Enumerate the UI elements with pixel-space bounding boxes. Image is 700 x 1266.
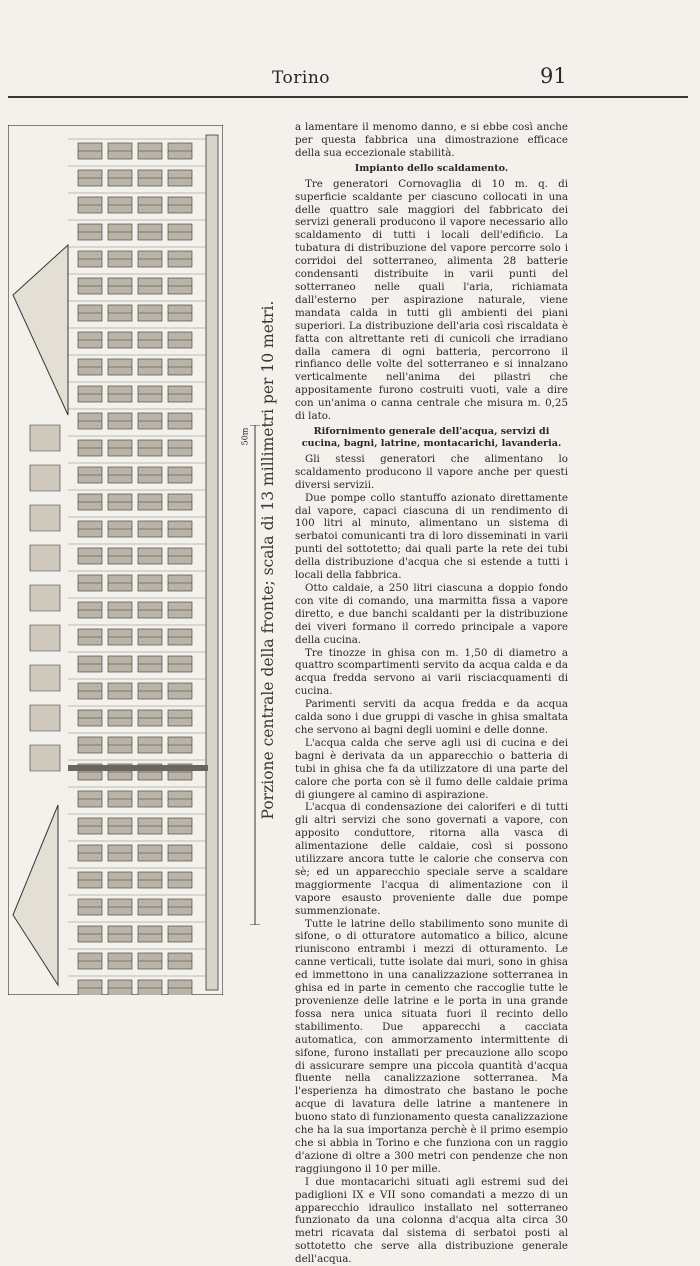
page-header	[0, 60, 700, 100]
paragraph: I due montacarichi situati agli estremi sud dei padiglioni IX e VII sono comandati a mezzo di un apparecchio idraulico installato nel sotterraneo funzionato da una colonna d'acqua alta circa 30 metri ricavata dal sistema di serbatoi posti al sottotetto che serve alla distribuzione generale dell'acqua.	[295, 1175, 568, 1266]
paragraph: Otto caldaie, a 250 litri ciascuna a doppio fondo con vite di comando, una marmitta fissa a vapore diretto, e due banchi scaldanti per la distribuzione dei viveri formano il corredo principale a vapore della cucina.	[295, 582, 568, 646]
paragraph: L'acqua di condensazione dei caloriferi e di tutti gli altri servizi che sono governati a vapore, con apposito conduttore, ritorna alla vasca di alimentazione delle caldaie, così si possono utilizzare ancora tutte le calorie che conserva con sè; ed un apparecchio speciale serve a scaldare maggiormente l'acqua di alimentazione con il vapore esausto proveniente dalle due pompe summenzionate.	[295, 801, 568, 917]
paragraph: a lamentare il menomo danno, e si ebbe così anche per questa fabbrica una dimostrazione efficace della sua eccezionale stabilità.	[295, 121, 568, 159]
running-title: Torino	[272, 68, 331, 88]
page-number: 91	[540, 64, 567, 88]
facade-illustration	[8, 125, 223, 995]
paragraph: Tutte le latrine dello stabilimento sono munite di sifone, o di otturatore automatico a bilico, alcune riuniscono entrambi i mezzi di otturamento. Le canne verticali, tutte isolate dai muri, sono in ghisa ed immettono in una canalizzazione sotterranea in ghisa ed in parte in cemento che raccoglie tutte le provenienze delle latrine e le porta in una grande fossa nera unica situata fuori il recinto dello stabilimento. Due apparecchi a cacciata automatica, con ammorzamento intermittente di sifone, furono installati per precauzione allo scopo di assicurare sempre una piccola quantità d'acqua fluente nella canalizzazione sotterranea. Ma l'esperienza ha dimostrato che bastano le poche acque di lavatura delle latrine a mantenere in buono stato di funzionamento questa canalizzazione che ha la sua importanza perchè è il primo esempio che si abbia in Torino e che funziona con un raggio d'azione di oltre a 300 metri con pendenze che non raggiungono il 10 per mille.	[295, 917, 568, 1175]
article-text	[295, 121, 568, 1266]
figure-caption-block	[246, 125, 290, 995]
paragraph: Due pompe collo stantuffo azionato direttamente dal vapore, capaci ciascuna di un rendimento di 100 litri al minuto, alimentano un sistema di serbatoi comunicanti tra di loro disseminati in varii punti del sottotetto; dai quali parte la rete dei tubi della distribuzione d'acqua che si estende a tutti i locali della fabbrica.	[295, 491, 568, 582]
header-rule	[8, 96, 688, 98]
section-heading: Rifornimento generale dell'acqua, servizi di cucina, bagni, latrine, montacarichi, lavanderia.	[301, 425, 562, 449]
paragraph: Gli stessi generatori che alimentano lo scaldamento producono il vapore anche per questi diversi servizii.	[295, 452, 568, 491]
section-heading: Impianto dello scaldamento.	[354, 162, 509, 174]
paragraph: Tre tinozze in ghisa con m. 1,50 di diametro a quattro scompartimenti servito da acqua calda e da acqua fredda servono ai varii risciacquamenti di cucina.	[295, 646, 568, 698]
figure-caption: Porzione centrale della fronte; scala di 13 millimetri per 10 metri.	[259, 300, 277, 820]
paragraph: Tre generatori Cornovaglia di 10 m. q. di superficie scaldante per ciascuno collocati in una delle quattro sale maggiori del fabbricato dei servizi generali producono il vapore necessario allo scaldamento di tutti i locali dell'edificio. La tubatura di distribuzione del vapore percorre solo i corridoi del sotterraneo, alimenta 28 batterie condensanti distribuite in varii punti del sotterraneo nelle quali l'aria, richiamata dall'esterno per aspirazione naturale, viene mandata calda in tutti gli ambienti dei piani superiori. La distribuzione dell'aria così riscaldata è fatta con altrettante reti di cunicoli che irradiano dalla camera di ogni batteria, percorrono il rinfianco delle volte del sotterraneo e si innalzano verticalmente nell'anima dei pilastri che appositamente furono costruiti vuoti, vale a dire con un'anima o canna centrale che misura m. 0,25 di lato.	[295, 177, 568, 423]
scale-label: 50m	[240, 427, 250, 446]
paragraph: Parimenti serviti da acqua fredda e da acqua calda sono i due gruppi di vasche in ghisa smaltata che servono ai bagni degli uomini e delle donne.	[295, 698, 568, 736]
paragraph: L'acqua calda che serve agli usi di cucina e dei bagni è derivata da un apparecchio o batteria di tubi in ghisa che fa da utilizzatore di una parte del calore che porta con sè il fumo delle caldaie prima di giungere al camino di aspirazione.	[295, 736, 568, 801]
